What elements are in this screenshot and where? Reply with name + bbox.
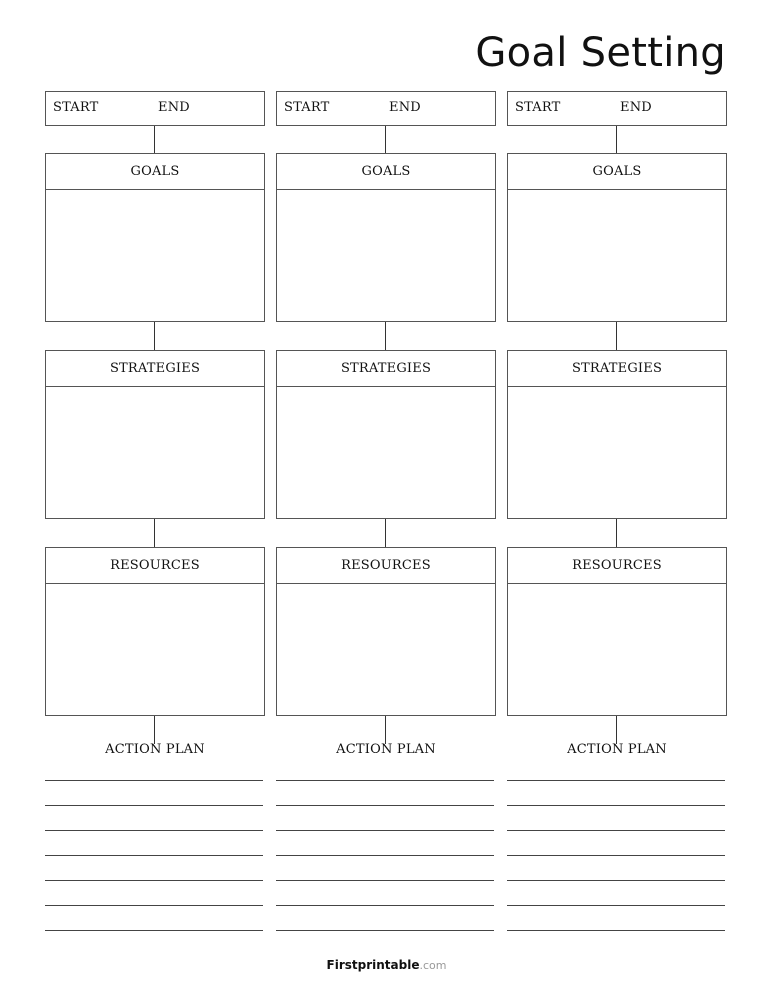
strategies-box[interactable] [276, 350, 496, 519]
action-plan-line[interactable] [276, 830, 494, 831]
goals-write-area[interactable] [277, 190, 495, 321]
resources-write-area[interactable] [277, 584, 495, 715]
action-plan-line[interactable] [507, 930, 725, 931]
goals-box[interactable] [507, 153, 727, 322]
goals-write-area[interactable] [508, 190, 726, 321]
resources-box[interactable] [507, 547, 727, 716]
end-label: END [389, 100, 421, 115]
connector-line [616, 716, 617, 744]
strategies-heading: STRATEGIES [46, 351, 264, 387]
connector-line [616, 519, 617, 547]
action-plan-line[interactable] [45, 905, 263, 906]
action-plan-line[interactable] [507, 805, 725, 806]
resources-heading: RESOURCES [46, 548, 264, 584]
action-plan-line[interactable] [45, 830, 263, 831]
connector-line [385, 716, 386, 744]
action-plan-line[interactable] [45, 805, 263, 806]
strategies-write-area[interactable] [46, 387, 264, 518]
resources-write-area[interactable] [508, 584, 726, 715]
action-plan-label: ACTION PLAN [567, 742, 667, 757]
action-plan-line[interactable] [276, 780, 494, 781]
brand-name: Firstprintable [326, 958, 420, 972]
resources-heading: RESOURCES [508, 548, 726, 584]
resources-box[interactable] [45, 547, 265, 716]
date-range-box[interactable] [45, 91, 265, 126]
connector-line [154, 519, 155, 547]
planner-column-2 [276, 91, 496, 941]
strategies-heading: STRATEGIES [508, 351, 726, 387]
connector-line [616, 126, 617, 153]
end-label: END [620, 100, 652, 115]
action-plan-line[interactable] [507, 780, 725, 781]
connector-line [616, 322, 617, 350]
date-range-box[interactable] [507, 91, 727, 126]
connector-line [385, 322, 386, 350]
goals-write-area[interactable] [46, 190, 264, 321]
action-plan-line[interactable] [45, 930, 263, 931]
date-range-box[interactable] [276, 91, 496, 126]
action-plan-label: ACTION PLAN [105, 742, 205, 757]
start-label: START [515, 100, 561, 115]
action-plan-label: ACTION PLAN [336, 742, 436, 757]
connector-line [154, 716, 155, 744]
strategies-heading: STRATEGIES [277, 351, 495, 387]
start-label: START [53, 100, 99, 115]
connector-line [385, 126, 386, 153]
connector-line [385, 519, 386, 547]
action-plan-line[interactable] [276, 905, 494, 906]
goals-box[interactable] [276, 153, 496, 322]
start-label: START [284, 100, 330, 115]
strategies-write-area[interactable] [277, 387, 495, 518]
action-plan-line[interactable] [507, 880, 725, 881]
action-plan-line[interactable] [507, 830, 725, 831]
action-plan-line[interactable] [45, 880, 263, 881]
page-title: Goal Setting [475, 30, 726, 76]
strategies-box[interactable] [507, 350, 727, 519]
resources-box[interactable] [276, 547, 496, 716]
footer-brand [0, 958, 773, 972]
action-plan-line[interactable] [276, 855, 494, 856]
action-plan-line[interactable] [276, 930, 494, 931]
action-plan-line[interactable] [507, 855, 725, 856]
planner-column-3 [507, 91, 727, 941]
action-plan-line[interactable] [507, 905, 725, 906]
goals-heading: GOALS [46, 154, 264, 190]
action-plan-line[interactable] [45, 855, 263, 856]
planner-column-1 [45, 91, 265, 941]
goals-heading: GOALS [508, 154, 726, 190]
end-label: END [158, 100, 190, 115]
connector-line [154, 126, 155, 153]
resources-write-area[interactable] [46, 584, 264, 715]
goals-heading: GOALS [277, 154, 495, 190]
connector-line [154, 322, 155, 350]
resources-heading: RESOURCES [277, 548, 495, 584]
action-plan-line[interactable] [45, 780, 263, 781]
strategies-box[interactable] [45, 350, 265, 519]
goals-box[interactable] [45, 153, 265, 322]
strategies-write-area[interactable] [508, 387, 726, 518]
brand-domain: .com [419, 959, 447, 972]
action-plan-line[interactable] [276, 805, 494, 806]
action-plan-line[interactable] [276, 880, 494, 881]
